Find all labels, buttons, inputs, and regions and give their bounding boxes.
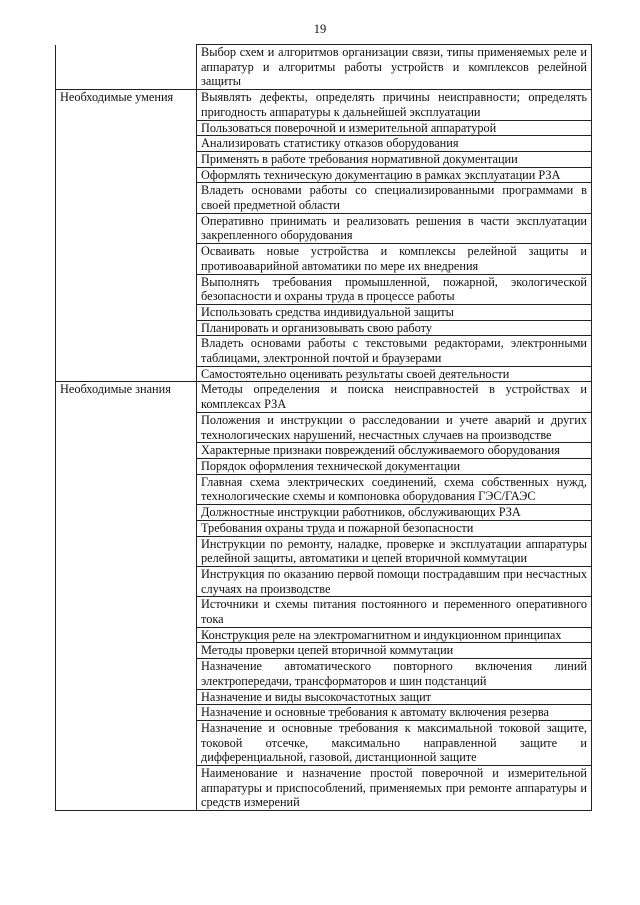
- table-row: [56, 45, 592, 90]
- knowledge-item: Главная схема электрических соединений, схема собственных нужд, технологические схемы и компоновка оборудования ГЭС/ГАЭС: [197, 474, 592, 504]
- skills-item: Самостоятельно оценивать результаты своей деятельности: [197, 366, 592, 382]
- table-row: [56, 90, 592, 120]
- skills-category-label: Необходимые умения: [56, 90, 197, 382]
- knowledge-item: Назначение и виды высокочастотных защит: [197, 689, 592, 705]
- knowledge-item: Назначение автоматического повторного включения линий электропередачи, трансформаторов и шин подстанций: [197, 659, 592, 689]
- knowledge-item: Инструкции по ремонту, наладке, проверке и эксплуатации аппаратуры релейной защиты, автоматики и цепей вторичной коммутации: [197, 536, 592, 566]
- knowledge-item: Должностные инструкции работников, обслуживающих РЗА: [197, 505, 592, 521]
- skills-item: Владеть основами работы с текстовыми редакторами, электронными таблицами, электронной почтой и браузерами: [197, 336, 592, 366]
- skills-item: Пользоваться поверочной и измерительной аппаратурой: [197, 120, 592, 136]
- skills-item: Оперативно принимать и реализовать решения в части эксплуатации закрепленного оборудования: [197, 213, 592, 243]
- knowledge-item: Источники и схемы питания постоянного и переменного оперативного тока: [197, 597, 592, 627]
- page-number: 19: [313, 22, 327, 36]
- table-cell: Выбор схем и алгоритмов организации связи, типы применяемых реле и аппаратур и алгоритмы работы устройств и комплексов релейной защиты: [197, 45, 592, 90]
- skills-item: Использовать средства индивидуальной защиты: [197, 304, 592, 320]
- knowledge-item: Назначение и основные требования к автомату включения резерва: [197, 705, 592, 721]
- knowledge-item: Конструкция реле на электромагнитном и индукционном принципах: [197, 627, 592, 643]
- knowledge-item: Положения и инструкции о расследовании и учете аварий и других технологических нарушений, несчастных случаев на производстве: [197, 412, 592, 442]
- knowledge-item: Наименование и назначение простой поверочной и измерительной аппаратуры и приспособлений, применяемых при ремонте аппаратуры и средств измерений: [197, 766, 592, 811]
- empty-category-cell: [56, 45, 197, 90]
- skills-item: Анализировать статистику отказов оборудования: [197, 136, 592, 152]
- skills-item: Владеть основами работы со специализированными программами в своей предметной области: [197, 183, 592, 213]
- knowledge-item: Назначение и основные требования к максимальной токовой защите, токовой отсечке, максимально направленной защите и дифференциальной, газовой, дистанционной защите: [197, 720, 592, 765]
- knowledge-item: Методы определения и поиска неисправностей в устройствах и комплексах РЗА: [197, 382, 592, 412]
- knowledge-item: Характерные признаки повреждений обслуживаемого оборудования: [197, 443, 592, 459]
- knowledge-item: Методы проверки цепей вторичной коммутации: [197, 643, 592, 659]
- skills-item: Выполнять требования промышленной, пожарной, экологической безопасности и охраны труда в процессе работы: [197, 274, 592, 304]
- competency-table: [55, 44, 592, 811]
- skills-item: Применять в работе требования нормативной документации: [197, 151, 592, 167]
- skills-item: Выявлять дефекты, определять причины неисправности; определять пригодность аппаратуры к дальнейшей эксплуатации: [197, 90, 592, 120]
- table-row: [56, 382, 592, 412]
- knowledge-item: Инструкция по оказанию первой помощи пострадавшим при несчастных случаях на производстве: [197, 566, 592, 596]
- skills-item: Оформлять техническую документацию в рамках эксплуатации РЗА: [197, 167, 592, 183]
- skills-item: Планировать и организовывать свою работу: [197, 320, 592, 336]
- knowledge-item: Требования охраны труда и пожарной безопасности: [197, 520, 592, 536]
- skills-item: Осваивать новые устройства и комплексы релейной защиты и противоаварийной автоматики по мере их внедрения: [197, 244, 592, 274]
- knowledge-item: Порядок оформления технической документации: [197, 458, 592, 474]
- knowledge-category-label: Необходимые знания: [56, 382, 197, 811]
